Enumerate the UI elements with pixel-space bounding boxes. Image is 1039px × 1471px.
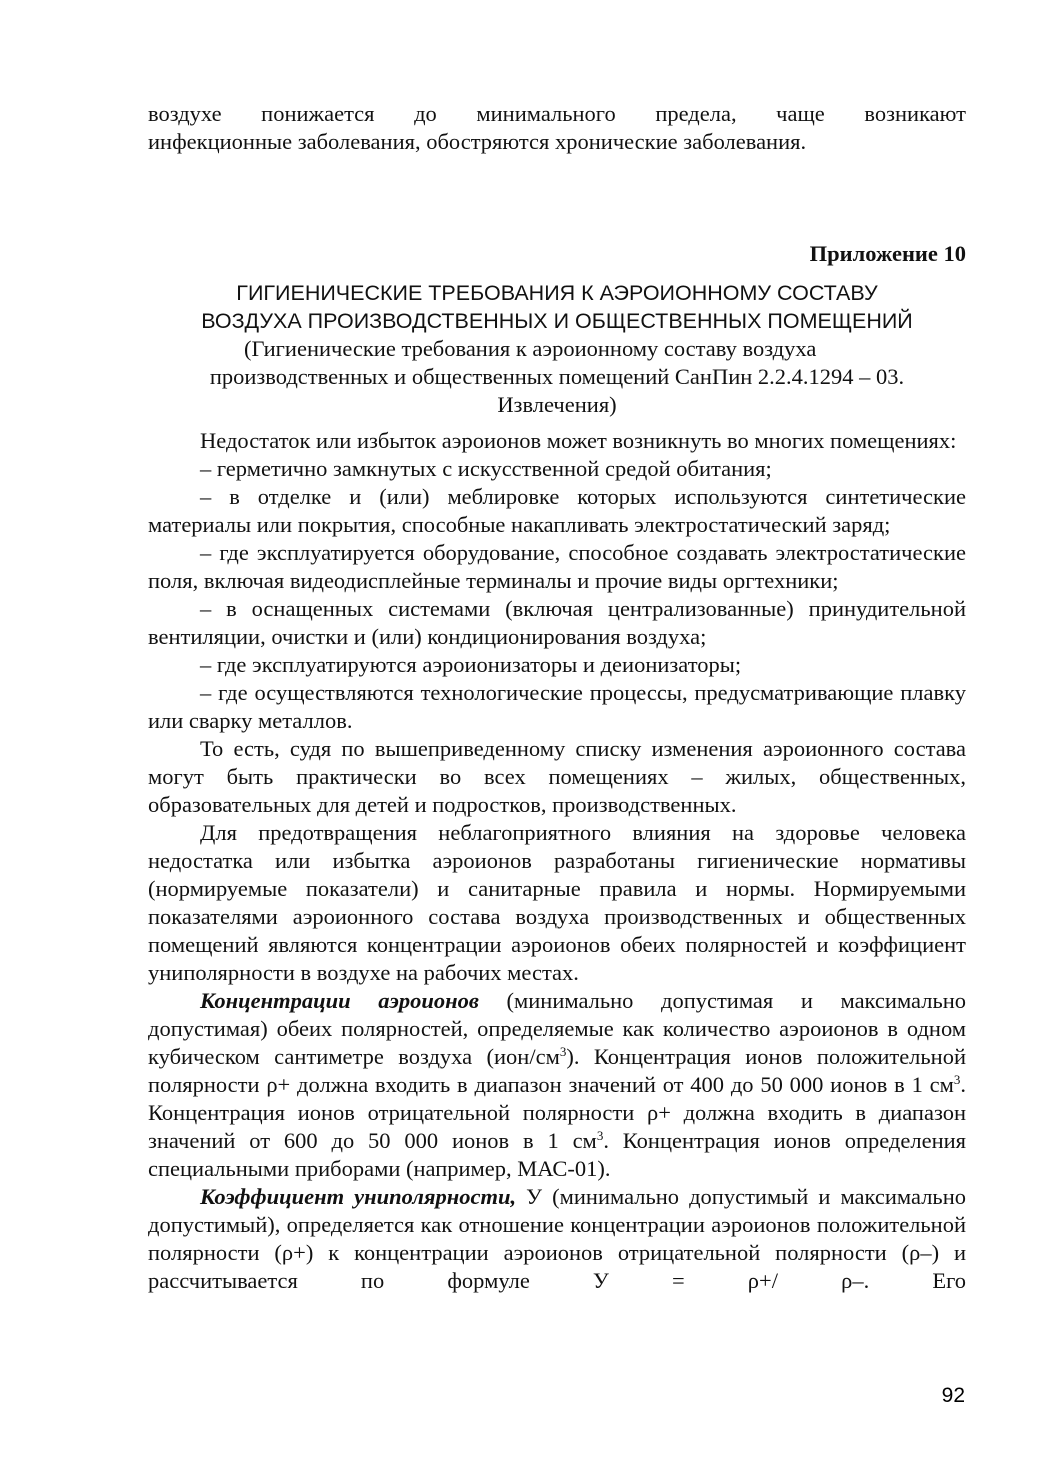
subtitle-line-1: (Гигиенические требования к аэроионному составу воздуха [244, 336, 817, 361]
title-line-2: ВОЗДУХА ПРОИЗВОДСТВЕННЫХ И ОБЩЕСТВЕННЫХ ПОМЕЩЕНИЙ [201, 309, 913, 333]
unipolarity-text: У (минимально допустимый и максимально допустимый), определяется как отношение концентрации аэроионов положительной полярности (ρ+) к концентрации аэроионов отрицательной полярности (ρ–) и рассчитывается по формуле У = ρ+/ ρ–. Его [148, 1184, 966, 1293]
intro-line-2: инфекционные заболевания, обостряются хронические заболевания. [148, 129, 807, 154]
concentration-paragraph [148, 987, 966, 1183]
list-item: – где эксплуатируется оборудование, способное создавать электростатические поля, включая видеодисплейные терминалы и прочие виды оргтехники; [148, 540, 966, 593]
document-title [148, 279, 966, 335]
unipolarity-term: Коэффициент униполярности, [200, 1184, 517, 1209]
concentration-text-a: (минимально допустимая и максимально допустимая) обеих полярностей, определяемые как количество аэроионов в одном кубическом сантиметре воздуха (ион/см [148, 988, 967, 1069]
list-item: – в отделке и (или) меблировке которых используются синтетические материалы или покрытия, способные накапливать электростатический заряд; [148, 484, 966, 537]
list-item: – где осуществляются технологические процессы, предусматривающие плавку или сварку металлов. [148, 680, 966, 733]
document-subtitle [148, 335, 966, 419]
superscript: 3 [953, 1072, 961, 1087]
document-page [148, 100, 966, 1295]
list-item: – где эксплуатируются аэроионизаторы и деионизаторы; [200, 652, 742, 677]
superscript: 3 [596, 1128, 604, 1143]
page-number: 92 [941, 1384, 965, 1407]
superscript: 3 [559, 1044, 567, 1059]
appendix-label: Приложение 10 [809, 241, 966, 266]
title-line-1: ГИГИЕНИЧЕСКИЕ ТРЕБОВАНИЯ К АЭРОИОННОМУ СОСТАВУ [236, 281, 878, 305]
subtitle-line-2: производственных и общественных помещений СанПин 2.2.4.1294 – 03. [209, 364, 905, 389]
intro-line-1: воздухе понижается до минимального предела, чаще возникают [148, 101, 966, 126]
paragraph-2: То есть, судя по вышеприведенному списку изменения аэроионного состава могут быть практически во всех помещениях – жилых, общественных, образовательных для детей и подростков, производственных. [148, 736, 966, 817]
paragraph-1: Недостаток или избыток аэроионов может возникнуть во многих помещениях: [200, 428, 957, 453]
list-item: – в оснащенных системами (включая централизованные) принудительной вентиляции, очистки и (или) кондиционирования воздуха; [148, 596, 966, 649]
concentration-text-d: . Концентрация ионов определения специальными приборами (например, МАС-01). [148, 1128, 966, 1181]
unipolarity-paragraph [148, 1183, 966, 1295]
concentration-text-b: ). Концентрация ионов положительной полярности ρ+ должна входить в диапазон значений от 400 до 50 000 ионов в 1 см [148, 1044, 967, 1097]
concentration-text-c: . Концентрация ионов отрицательной полярности ρ+ должна входить в диапазон значений от 600 до 50 000 ионов в 1 см [148, 1072, 966, 1153]
paragraph-3: Для предотвращения неблагоприятного влияния на здоровье человека недостатка или избытка аэроионов разработаны гигиенические нормативы (нормируемые показатели) и санитарные правила и нормы. Нормируемыми показателями аэроионного состава воздуха производственных и общественных помещений являются концентрации аэроионов обеих полярностей и коэффициент униполярности в воздухе на рабочих местах. [148, 820, 966, 985]
concentration-term: Концентрации аэроионов [200, 988, 479, 1013]
subtitle-line-3: Извлечения) [497, 392, 617, 417]
list-item: – герметично замкнутых с искусственной средой обитания; [200, 456, 772, 481]
